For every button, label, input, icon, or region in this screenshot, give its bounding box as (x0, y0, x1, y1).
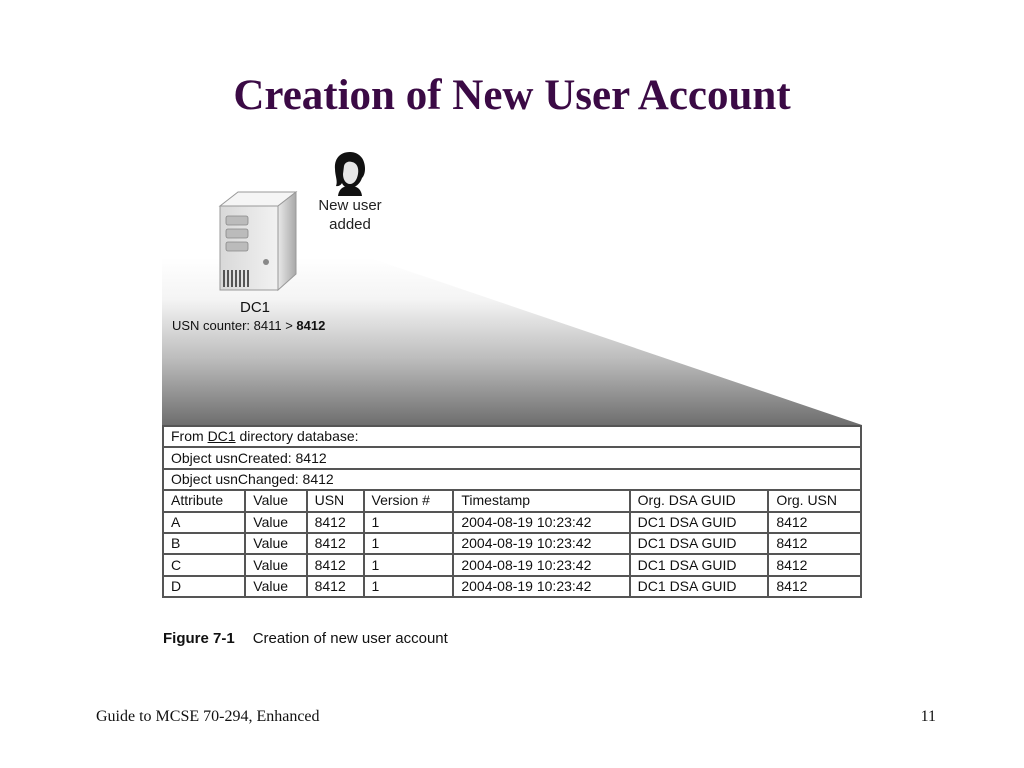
table-cell: DC1 DSA GUID (630, 554, 769, 575)
user-silhouette-icon (330, 150, 370, 196)
source-prefix: From (171, 428, 208, 445)
table-row-usn-created (163, 447, 861, 468)
usn-changed-cell: Object usnChanged: 8412 (163, 469, 861, 490)
header-cell: Version # (364, 490, 454, 511)
table-cell: A (163, 512, 245, 533)
table-row (163, 533, 861, 554)
header-cell: Value (245, 490, 306, 511)
new-user-caption-line2: added (329, 216, 371, 233)
table-cell: C (163, 554, 245, 575)
source-dc-name: DC1 (207, 428, 236, 445)
source-suffix: directory database: (235, 428, 359, 445)
table-cell: DC1 DSA GUID (630, 576, 769, 597)
table-cell: 8412 (768, 576, 861, 597)
usn-created-cell: Object usnCreated: 8412 (163, 447, 861, 468)
figure-caption-label: Figure 7-1 (163, 630, 235, 647)
page-number: 11 (920, 708, 936, 725)
table-cell: 2004-08-19 10:23:42 (453, 576, 629, 597)
table-row-usn-changed (163, 469, 861, 490)
header-cell: USN (307, 490, 364, 511)
source-database-cell (163, 426, 861, 447)
figure-caption-text: Creation of new user account (252, 630, 448, 647)
table-cell: Value (245, 554, 306, 575)
slide-title: Creation of New User Account (233, 72, 791, 119)
usn-counter-label (172, 318, 325, 333)
table-cell: 8412 (307, 512, 364, 533)
table-cell: Value (245, 533, 306, 554)
new-user-caption-line1: New user (318, 197, 382, 214)
table-cell: D (163, 576, 245, 597)
table-cell: DC1 DSA GUID (630, 512, 769, 533)
table-cell: DC1 DSA GUID (630, 533, 769, 554)
table-row (163, 554, 861, 575)
table-cell: 1 (364, 533, 454, 554)
table-cell: 8412 (768, 554, 861, 575)
usn-counter-new-value: 8412 (296, 318, 326, 333)
table-cell: 8412 (768, 533, 861, 554)
footer-course-title: Guide to MCSE 70-294, Enhanced (96, 708, 320, 725)
table-cell: 1 (364, 576, 454, 597)
server-tower-icon (212, 190, 302, 295)
header-cell: Org. USN (768, 490, 861, 511)
table-cell: Value (245, 576, 306, 597)
table-cell: B (163, 533, 245, 554)
table-cell: 2004-08-19 10:23:42 (453, 554, 629, 575)
table-cell: 8412 (307, 576, 364, 597)
table-row (163, 576, 861, 597)
table-cell: Value (245, 512, 306, 533)
dc-name-label: DC1 (240, 299, 271, 316)
table-cell: 2004-08-19 10:23:42 (453, 512, 629, 533)
header-cell: Org. DSA GUID (630, 490, 769, 511)
table-cell: 8412 (768, 512, 861, 533)
table-cell: 1 (364, 554, 454, 575)
usn-counter-prefix: USN counter: 8411 > (172, 318, 297, 333)
figure-caption (163, 630, 448, 647)
table-header-row (163, 490, 861, 511)
table-cell: 1 (364, 512, 454, 533)
header-cell: Timestamp (453, 490, 629, 511)
table-cell: 8412 (307, 533, 364, 554)
directory-database-table (162, 425, 862, 598)
table-cell: 8412 (307, 554, 364, 575)
table-row-source (163, 426, 861, 447)
header-cell: Attribute (163, 490, 245, 511)
table-row (163, 512, 861, 533)
new-user-caption (300, 196, 400, 234)
table-cell: 2004-08-19 10:23:42 (453, 533, 629, 554)
